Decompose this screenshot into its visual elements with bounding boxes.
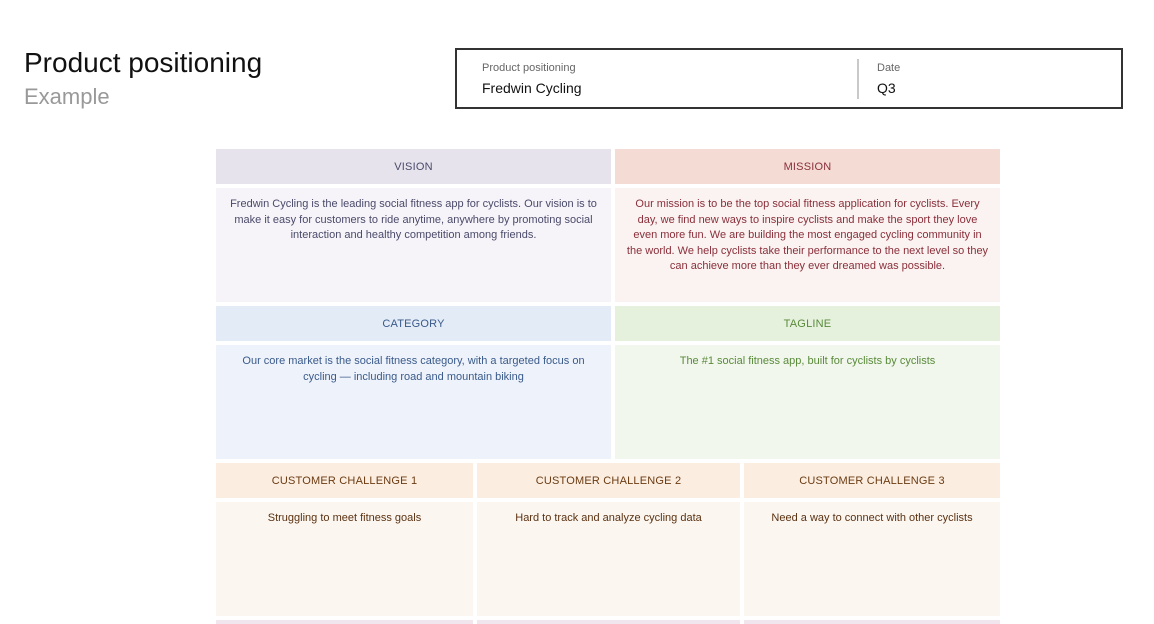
date-value[interactable]: Q3 <box>877 80 896 96</box>
product-field[interactable] <box>482 50 852 107</box>
vision-text[interactable]: Fredwin Cycling is the leading social fitness app for cyclists. Our vision is to make it easy for customers to ride anytime, anywhere by promoting social interaction and healthy competition among friends. <box>216 188 611 302</box>
page-title: Product positioning <box>24 47 263 78</box>
tagline-text[interactable]: The #1 social fitness app, built for cyclists by cyclists <box>615 345 1000 459</box>
product-label: Product positioning <box>482 62 576 74</box>
tagline-header: TAGLINE <box>615 306 1000 341</box>
info-box <box>455 48 1123 109</box>
mission-text[interactable]: Our mission is to be the top social fitness application for cyclists. Every day, we find new ways to inspire cyclists and make the sport they love even more fun. We are building the most engaged cycling community in the world. We help cyclists take their performance to the next level so they can achieve more than they ever dreamed was possible. <box>615 188 1000 302</box>
date-label: Date <box>877 62 901 74</box>
positioning-grid <box>216 149 1000 624</box>
challenge-3-text[interactable]: Need a way to connect with other cyclists <box>744 502 1000 616</box>
date-field[interactable] <box>877 50 1077 107</box>
challenge-2-text[interactable]: Hard to track and analyze cycling data <box>477 502 740 616</box>
page-subtitle: Example <box>24 84 110 109</box>
mission-header: MISSION <box>615 149 1000 184</box>
category-text[interactable]: Our core market is the social fitness category, with a targeted focus on cycling — including road and mountain biking <box>216 345 611 459</box>
next-row-cell-2 <box>477 620 740 624</box>
challenge-1-header: CUSTOMER CHALLENGE 1 <box>216 463 473 498</box>
product-value[interactable]: Fredwin Cycling <box>482 80 582 96</box>
challenge-3-header: CUSTOMER CHALLENGE 3 <box>744 463 1000 498</box>
next-row-cell-3 <box>744 620 1000 624</box>
next-row-cell-1 <box>216 620 473 624</box>
info-divider <box>857 59 859 99</box>
challenge-1-text[interactable]: Struggling to meet fitness goals <box>216 502 473 616</box>
vision-header: VISION <box>216 149 611 184</box>
challenge-2-header: CUSTOMER CHALLENGE 2 <box>477 463 740 498</box>
category-header: CATEGORY <box>216 306 611 341</box>
